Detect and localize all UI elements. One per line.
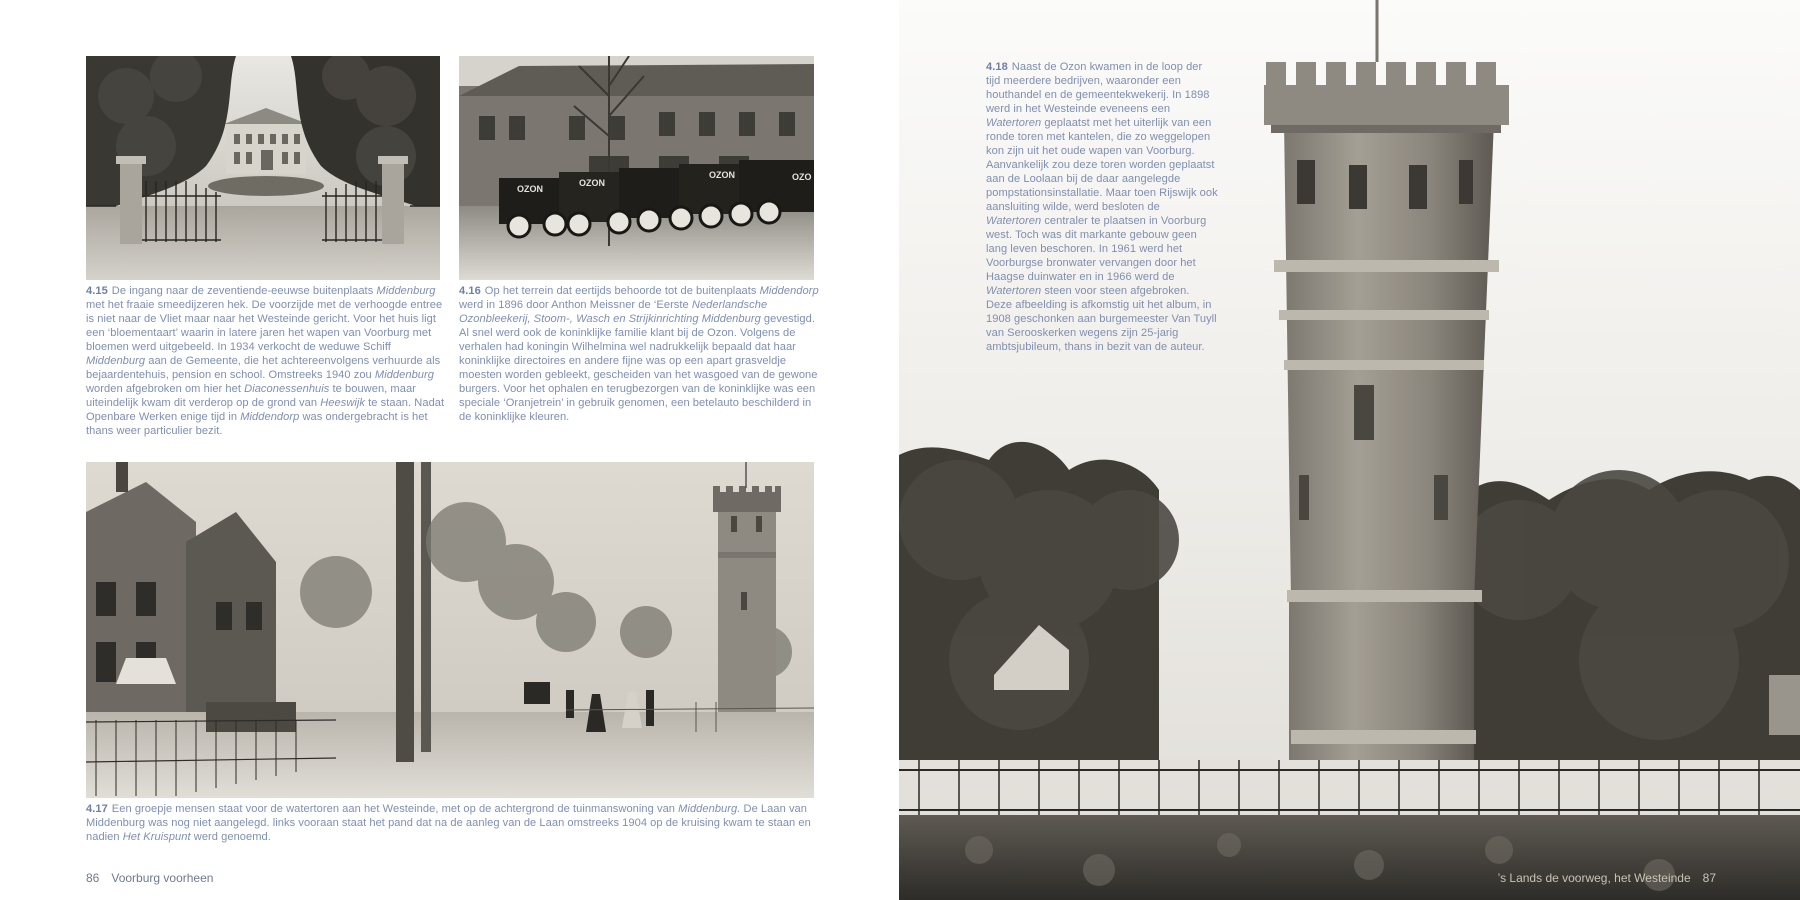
page-number-left: 86	[86, 871, 100, 885]
caption-text-run: geplaatst met het uiterlijk van een ronde toren met kantelen, die zo weggelopen kon zijn uit het oude wapen van Voorburg. Aanvankelijk zou deze toren worden geplaatst aan de Loolaan bij de daar aangelegde pompstationsinstallatie. Maar toen Rijswijk ook aansluiting wilde, werd besloten de	[986, 117, 1218, 213]
caption-4-17	[86, 802, 816, 844]
caption-italic-run: Watertoren	[986, 117, 1042, 129]
caption-italic-run: Nederlandsche Ozonbleekerij, Stoom-, Wasch en Strijkinrichting Middenburg	[459, 299, 768, 325]
right-page	[899, 0, 1800, 900]
caption-text-run: steen voor steen afgebroken. Deze afbeelding is afkomstig uit het album, in 1908 geschonken aan burgemeester Van Tuyll van Serooskerken wegens zijn 25-jarig ambtsjubileum, thans in bezit van de auteur.	[986, 285, 1217, 353]
caption-text-run: Een groepje mensen staat voor de watertoren aan het Westeinde, met op de achtergrond de tuinmanswoning van	[111, 803, 679, 815]
van-lettering-3: OZON	[709, 170, 735, 180]
photo-estate-gate	[86, 56, 440, 280]
folio-right	[1498, 871, 1716, 885]
folio-left	[86, 871, 213, 885]
caption-text-run: werd genoemd.	[190, 831, 271, 843]
caption-italic-run: Middenburg	[376, 285, 436, 297]
caption-italic-run: Diaconessenhuis	[244, 383, 330, 395]
caption-text-run: werd in 1896 door Anthon Meissner de ‘Eerste	[459, 299, 692, 311]
running-head-left: Voorburg voorheen	[111, 871, 214, 885]
caption-italic-run: Middenburg	[86, 355, 146, 367]
caption-4-15	[86, 284, 446, 438]
caption-text-run: met het fraaie smeedijzeren hek. De voorzijde met de verhoogde entree is niet naar de Vliet maar naar het Westeinde gericht. Voor het huis ligt een ‘bloementaart’ waarin in latere jaren het wapen van Voorburg met bloemen werd uitgebeeld. In 1934 verkocht de weduwe Schiff	[86, 299, 443, 353]
caption-text-run: De Laan van Middenburg was nog niet aangelegd. links vooraan staat het pand dat na de aanleg van de Laan omstreeks 1904 op de kruising kwam te staan en nadien	[86, 803, 811, 843]
caption-text-run: centraler te plaatsen in Voorburg west. Toch was dit markante gebouw geen lang leven beschoren. In 1961 werd het Voorburgse bronwater vervangen door het Haagse duinwater en in 1966 werd de	[986, 215, 1207, 283]
van-lettering-2: OZON	[579, 178, 605, 188]
caption-number: 4.16	[459, 285, 481, 297]
caption-italic-run: Watertoren	[986, 285, 1042, 297]
caption-number: 4.15	[86, 285, 108, 297]
caption-text-run: Op het terrein dat eertijds behoorde tot de buitenplaats	[484, 285, 760, 297]
van-lettering-4: OZO	[792, 172, 812, 182]
caption-number: 4.18	[986, 61, 1008, 73]
caption-text-run: worden afgebroken om hier het	[86, 383, 245, 395]
caption-text-run: was ondergebracht is het thans weer particulier bezit.	[86, 411, 428, 437]
caption-italic-run: Middendorp	[240, 411, 300, 423]
caption-text-run: aan de Gemeente, die het achtereenvolgens verhuurde als bejaardentehuis, pension en school. Omstreeks 1940 zou	[86, 355, 441, 381]
caption-text-run: gevestigd. Al snel werd ook de koninklijke familie klant bij de Ozon. Volgens de verhalen had koningin Wilhelmina wel nadrukkelijk bepaald dat haar koninklijke directoires en andere fijne was op een apart grasveldje moesten worden gebleekt, gescheiden van het wasgoed van de gewone burgers. Voor het ophalen en terugbezorgen van de koninklijke was een speciale ‘Oranjetrein’ in gebruik genomen, een betelauto beschilderd in de koninklijke kleuren.	[459, 313, 818, 423]
caption-italic-run: Watertoren	[986, 215, 1042, 227]
caption-4-16	[459, 284, 819, 424]
caption-number: 4.17	[86, 803, 108, 815]
caption-4-18	[986, 60, 1218, 354]
van-lettering-1: OZON	[517, 184, 543, 194]
running-head-right: ’s Lands de voorweg, het Westeinde	[1497, 871, 1691, 885]
caption-italic-run: Heeswijk	[320, 397, 366, 409]
left-page	[0, 0, 899, 900]
page-number-right: 87	[1702, 871, 1716, 885]
caption-italic-run: Middenburg	[374, 369, 434, 381]
caption-text-run: De ingang naar de zeventiende-eeuwse buitenplaats	[111, 285, 377, 297]
caption-italic-run: Middenburg.	[678, 803, 741, 815]
caption-text-run: te staan. Nadat Openbare Werken enige tijd in	[86, 397, 445, 423]
caption-text-run: Naast de Ozon kwamen in de loop der tijd meerdere bedrijven, waaronder een houthandel en de gemeentekwekerij. In 1898 werd in het Westeinde eveneens een	[986, 61, 1210, 115]
caption-italic-run: Middendorp	[759, 285, 819, 297]
photo-ozon-vans	[459, 56, 814, 280]
photo-westeinde-street	[86, 462, 814, 798]
caption-text-run: te bouwen, maar uiteindelijk kwam dit verderop op de grond van	[86, 383, 416, 409]
caption-italic-run: Het Kruispunt	[122, 831, 191, 843]
